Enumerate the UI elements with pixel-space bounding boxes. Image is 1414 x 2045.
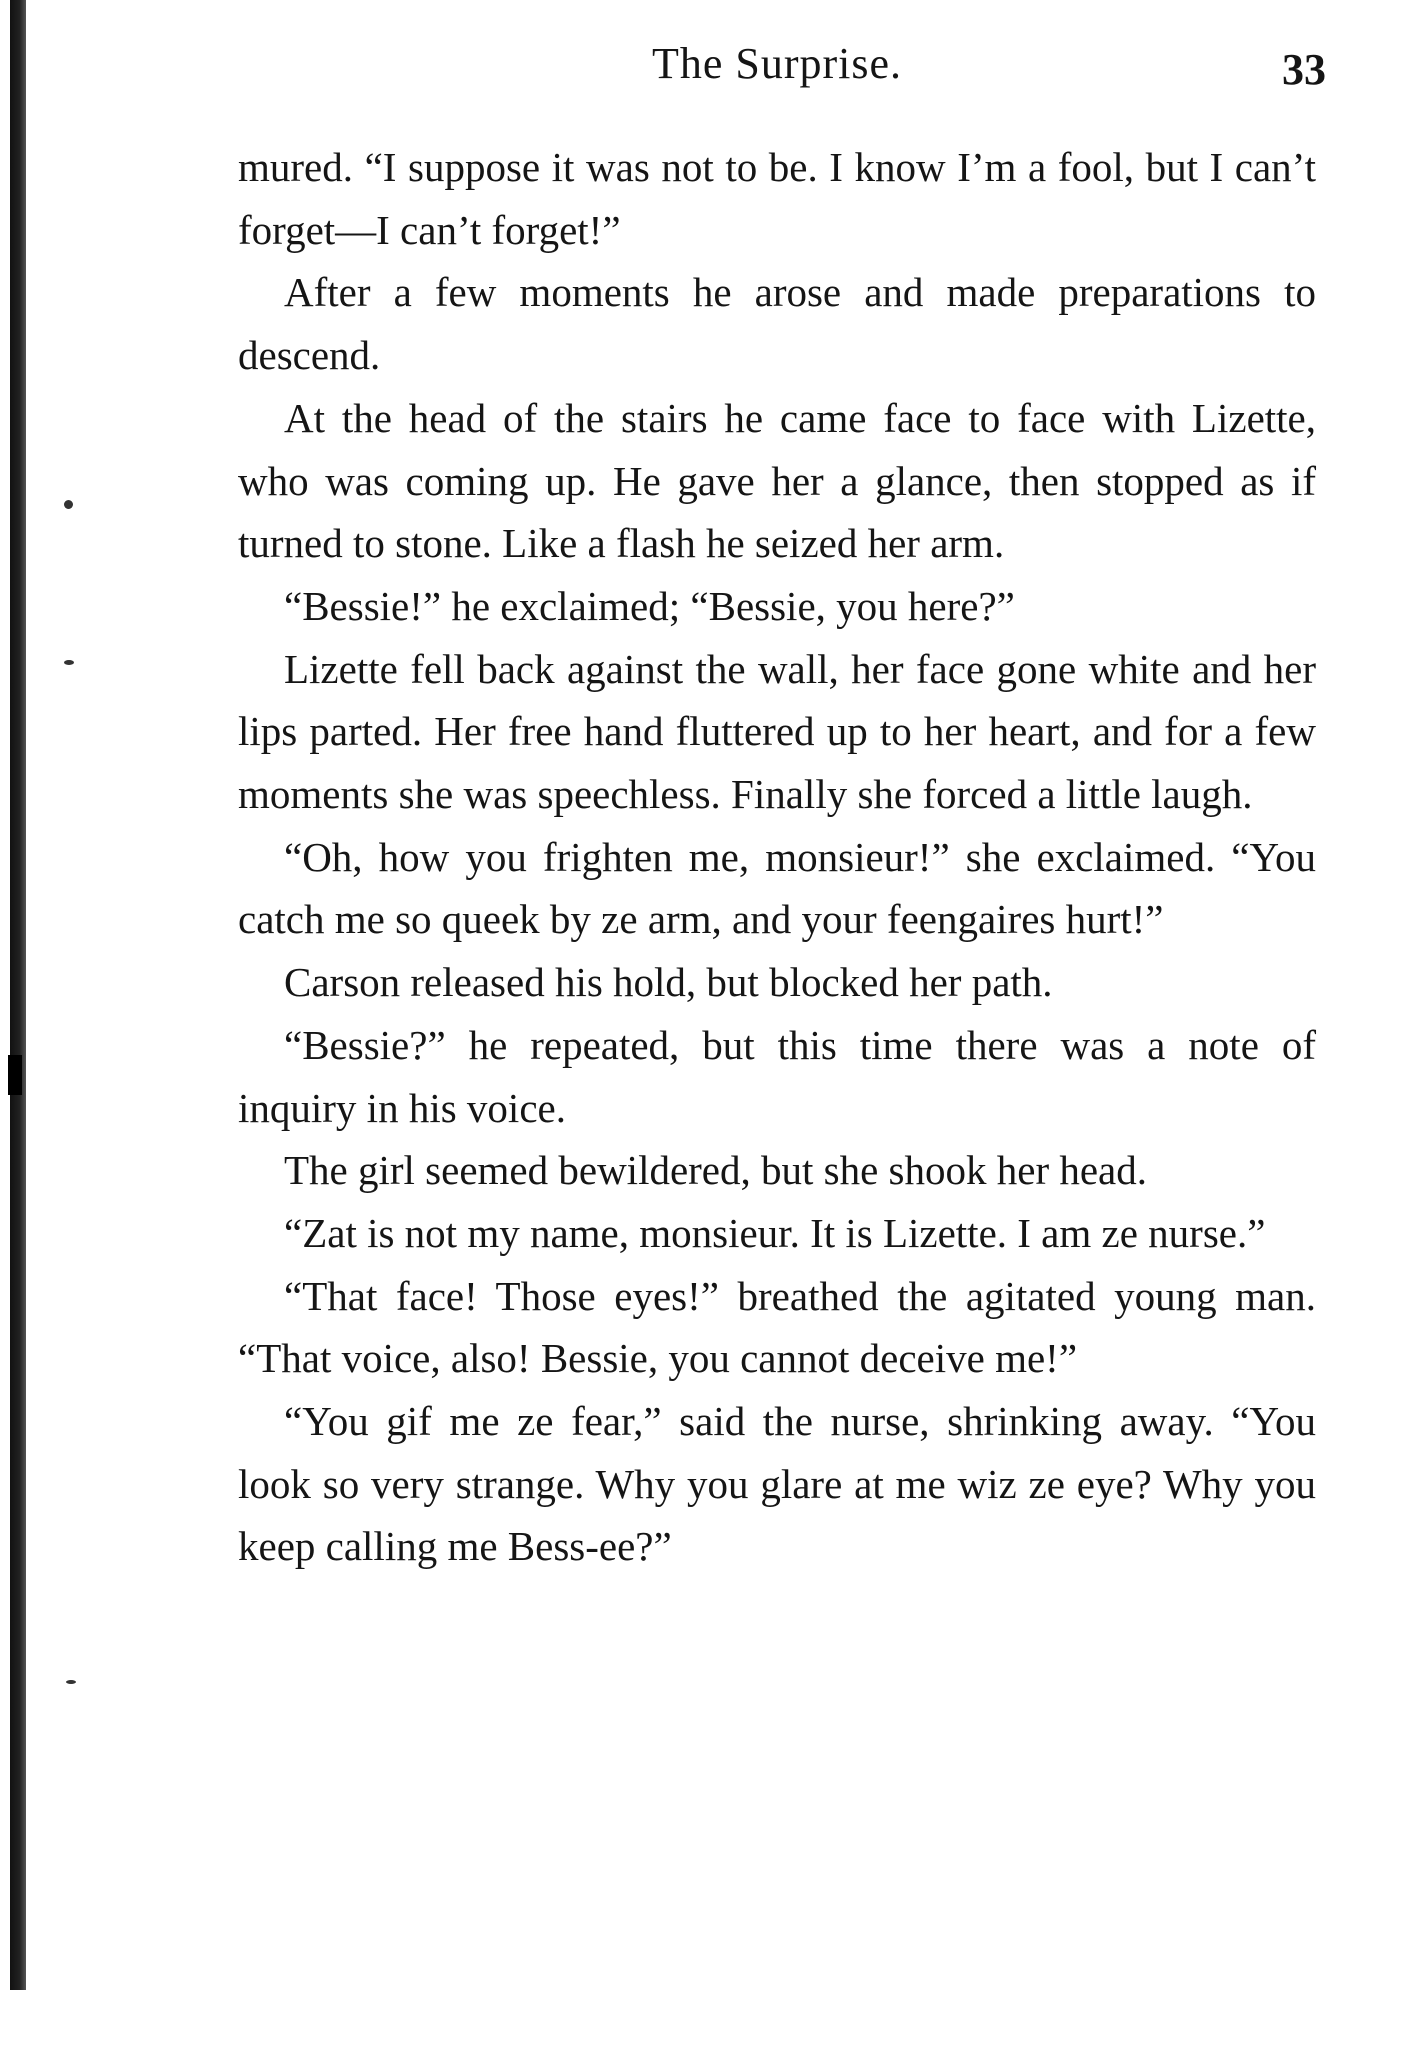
paragraph: mured. “I suppose it was not to be. I know I’m a fool, but I can’t forget—I can’t forget!” — [238, 144, 1316, 253]
paragraph: At the head of the stairs he came face to face with Lizette, who was coming up. He gave her a glance, then stopped as if turned to stone. Like a flash he seized her arm. — [238, 394, 1316, 567]
paragraph: “You gif me ze fear,” said the nurse, shrinking away. “You look so very strange. Why you glare at me wiz ze eye? Why you keep calling me Bess-ee?” — [238, 1398, 1316, 1570]
page-number: 33 — [1282, 45, 1326, 94]
book-page — [238, 30, 1326, 1578]
paragraph: “Zat is not my name, monsieur. It is Lizette. I am ze nurse.” — [284, 1209, 1266, 1256]
paragraph: “Bessie?” he repeated, but this time there was a note of inquiry in his voice. — [238, 1021, 1316, 1131]
running-head-title: The Surprise. — [651, 39, 903, 88]
margin-speck — [64, 660, 74, 665]
paragraph: The girl seemed bewildered, but she shook her head. — [284, 1147, 1148, 1194]
page-binding-edge — [10, 0, 26, 1990]
paragraph: Carson released his hold, but blocked her path. — [284, 959, 1053, 1006]
paragraph: Lizette fell back against the wall, her face gone white and her lips parted. Her free hand fluttered up to her heart, and for a few moments she was speechless. Finally she forced a little laugh. — [238, 645, 1316, 818]
running-head — [238, 30, 1326, 110]
paragraph: “That face! Those eyes!” breathed the agitated young man. “That voice, also! Bessie, you cannot deceive me!” — [238, 1272, 1316, 1382]
paragraph: “Bessie!” he exclaimed; “Bessie, you here?” — [284, 582, 1015, 629]
margin-speck — [66, 1680, 76, 1684]
paragraph: After a few moments he arose and made preparations to descend. — [238, 269, 1316, 379]
paragraph: “Oh, how you frighten me, monsieur!” she exclaimed. “You catch me so queek by ze arm, and your feengaires hurt!” — [238, 833, 1316, 943]
margin-speck — [64, 500, 73, 509]
page-binding-notch — [8, 1055, 22, 1095]
body-text — [238, 136, 1316, 1578]
